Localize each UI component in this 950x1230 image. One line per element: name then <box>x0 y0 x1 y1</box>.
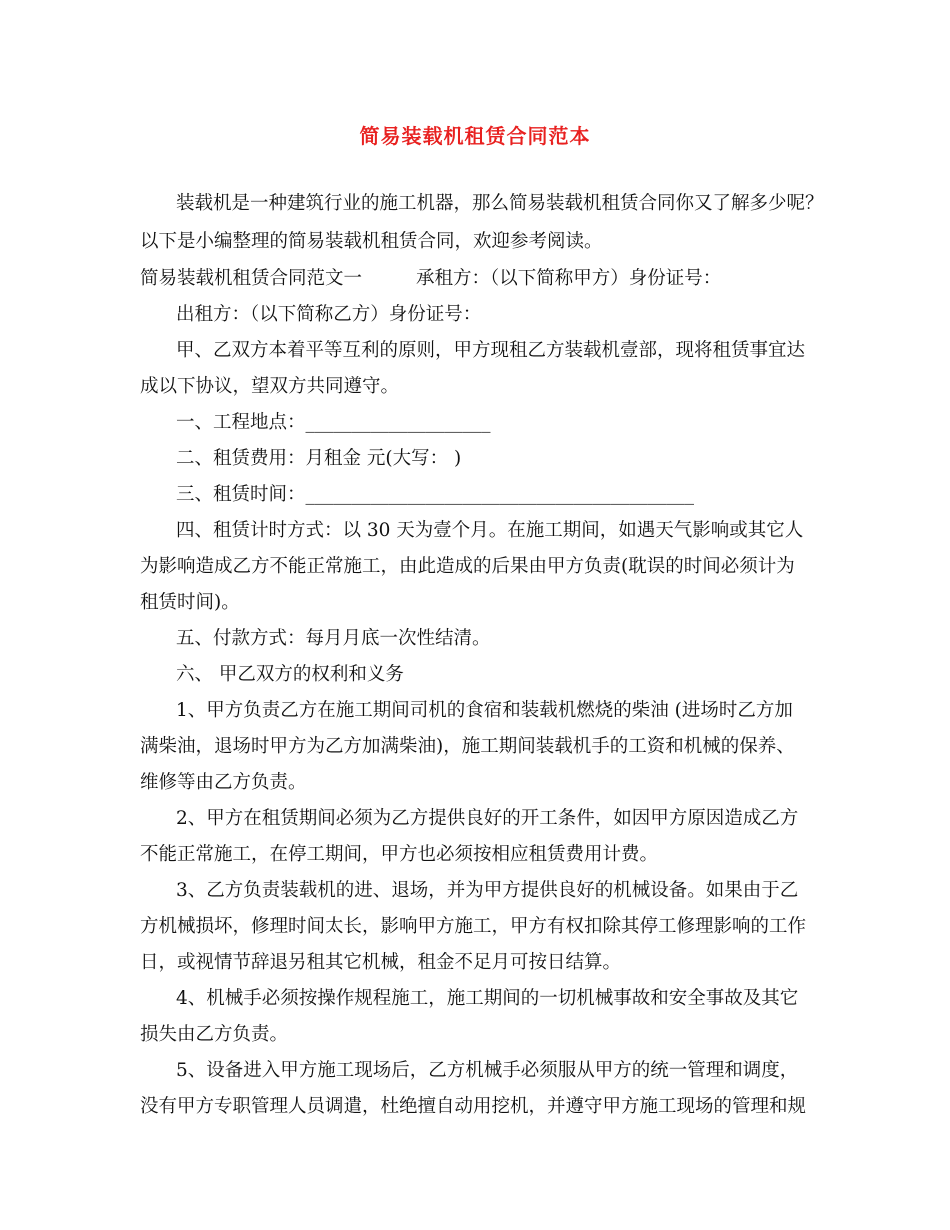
paragraph-line: 五、付款方式：每月月底一次性结清。 <box>176 628 491 649</box>
paragraph-line: 成以下协议，望双方共同遵守。 <box>140 376 400 397</box>
sample-heading: 简易装载机租赁合同范文一 <box>140 268 363 289</box>
paragraph-line: 3、乙方负责装载机的进、退场，并为甲方提供良好的机械设备。如果由于乙 <box>176 880 799 901</box>
paragraph-line: 四、租赁计时方式：以 30 天为壹个月。在施工期间，如遇天气影响或其它人 <box>176 520 804 541</box>
paragraph-line: 甲、乙双方本着平等互利的原则，甲方现租乙方装载机壹部，现将租赁事宜达 <box>176 340 806 361</box>
paragraph-line: 损失由乙方负责。 <box>140 1024 289 1045</box>
paragraph-line: 三、租赁时间：__________________________________________ <box>176 484 695 505</box>
paragraph-line: 日，或视情节辞退另租其它机械，租金不足月可按日结算。 <box>140 952 622 973</box>
paragraph-line: 方机械损坏，修理时间太长，影响甲方施工，甲方有权扣除其停工修理影响的工作 <box>140 916 807 937</box>
paragraph-line: 2、甲方在租赁期间必须为乙方提供良好的开工条件，如因甲方原因造成乙方 <box>176 808 799 829</box>
paragraph-line: 维修等由乙方负责。 <box>140 772 307 793</box>
paragraph-line: 二、租赁费用：月租金 元(大写： ) <box>176 448 462 469</box>
paragraph-line: 没有甲方专职管理人员调遣，杜绝擅自动用挖机，并遵守甲方施工现场的管理和规 <box>140 1096 807 1117</box>
paragraph-line: 出租方：（以下简称乙方）身份证号： <box>176 304 482 325</box>
paragraph-line: 以下是小编整理的简易装载机租赁合同，欢迎参考阅读。 <box>140 231 603 252</box>
paragraph-line: 一、工程地点：____________________ <box>176 412 491 433</box>
document-title: 简易装载机租赁合同范本 <box>359 124 591 148</box>
paragraph-line: 装载机是一种建筑行业的施工机器，那么简易装载机租赁合同你又了解多少呢？ <box>176 193 824 214</box>
paragraph-line: 4、机械手必须按操作规程施工，施工期间的一切机械事故和安全事故及其它 <box>176 988 799 1009</box>
paragraph-line: 租赁时间)。 <box>140 592 240 613</box>
lessee-line: 承租方：（以下简称甲方）身份证号： <box>416 268 722 289</box>
paragraph-line: 为影响造成乙方不能正常施工，由此造成的后果由甲方负责(耽误的时间必须计为 <box>140 556 795 577</box>
paragraph-line: 5、设备进入甲方施工现场后，乙方机械手必须服从甲方的统一管理和调度， <box>176 1060 799 1081</box>
paragraph-line <box>140 267 830 291</box>
paragraph-line: 1、甲方负责乙方在施工期间司机的食宿和装载机燃烧的柴油 (进场时乙方加 <box>176 700 793 721</box>
paragraph-line: 六、 甲乙双方的权利和义务 <box>176 664 404 685</box>
paragraph-line: 不能正常施工，在停工期间，甲方也必须按相应租赁费用计费。 <box>140 844 659 865</box>
paragraph-line: 满柴油，退场时甲方为乙方加满柴油)，施工期间装载机手的工资和机械的保养、 <box>140 736 795 757</box>
